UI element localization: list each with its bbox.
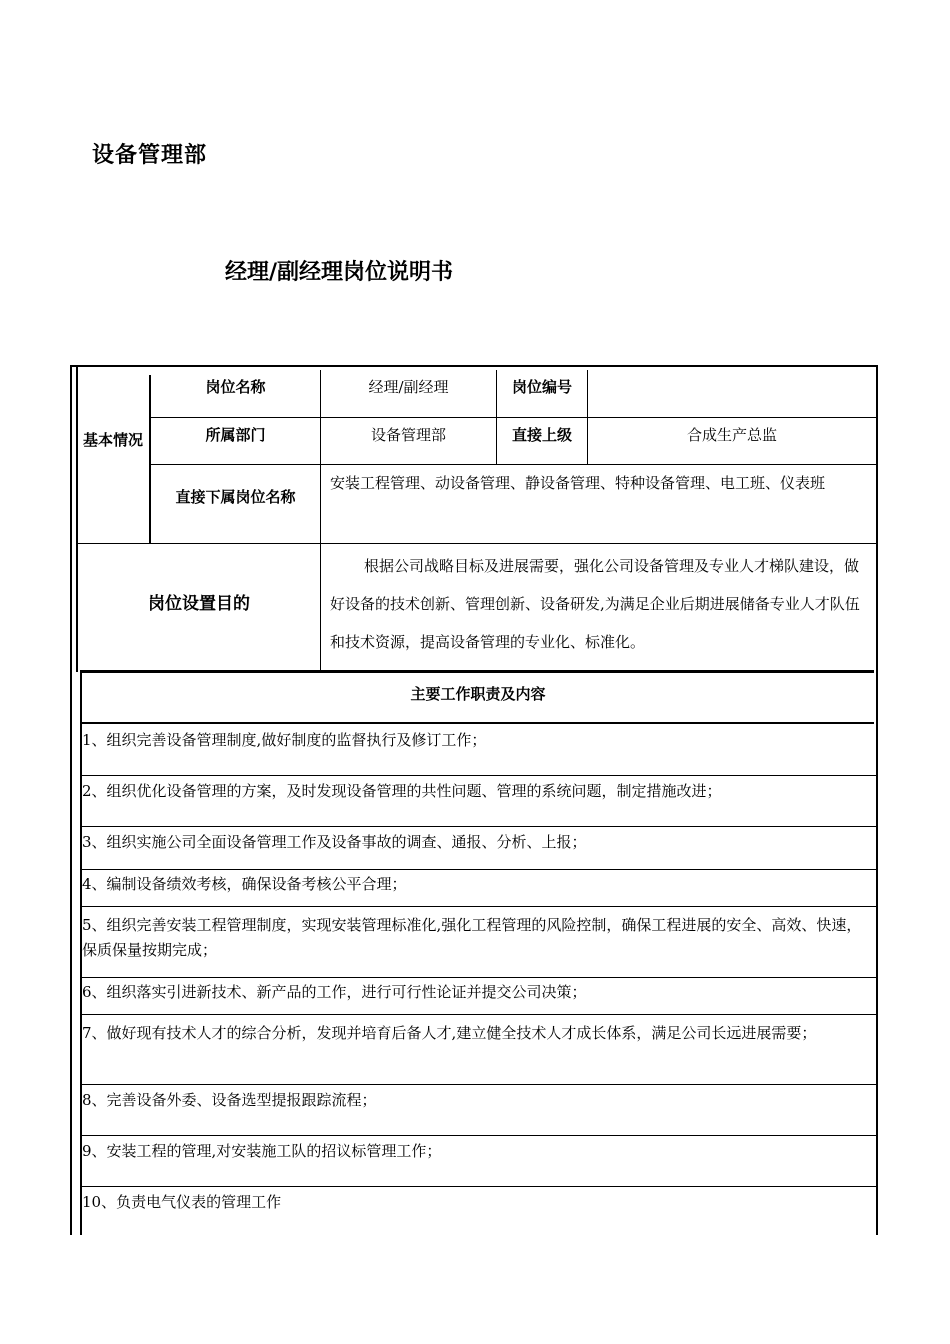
post-name-label: 岗位名称 [205,378,266,396]
duties-heading: 主要工作职责及内容 [410,685,546,703]
duty-item: 9、安装工程的管理,对安装施工队的招议标管理工作； [82,1142,442,1160]
row-divider [82,1186,876,1187]
duty-item: 8、完善设备外委、设备选型提报跟踪流程； [82,1091,377,1109]
row-divider [82,869,876,870]
department-heading: 设备管理部 [92,143,208,168]
row-divider [150,464,876,465]
department-label: 所属部门 [205,426,266,444]
subordinates-label: 直接下属岗位名称 [175,488,296,506]
post-name-value: 经理/副经理 [368,378,449,396]
column-divider [149,375,151,543]
row-divider [82,775,876,776]
document-title: 经理/副经理岗位说明书 [225,260,454,285]
row-divider [82,906,876,907]
duty-item: 7、做好现有技术人才的综合分析，发现并培育后备人才,建立健全技术人才成长体系，满足公司长远进展需要； [82,1024,817,1042]
duty-item: 2、组织优化设备管理的方案，及时发现设备管理的共性问题、管理的系统问题，制定措施改进； [82,782,722,800]
duty-item: 4、编制设备绩效考核，确保设备考核公平合理； [82,875,407,893]
post-code-label: 岗位编号 [511,378,572,396]
purpose-label: 岗位设置目的 [148,594,250,614]
department-value: 设备管理部 [370,426,446,444]
section-divider [80,670,874,673]
row-divider [82,1084,876,1085]
column-divider [587,370,588,464]
duty-item: 5、组织完善安装工程管理制度，实现安装管理标准化,强化工程管理的风险控制，确保工程进展的安全、高效、快速，保质保量按期完成； [82,916,862,959]
row-divider [82,1135,876,1136]
subordinates-value: 安装工程管理、动设备管理、静设备管理、特种设备管理、电工班、仪表班 [330,474,826,492]
section-divider [80,722,874,724]
duty-item: 3、组织实施公司全面设备管理工作及设备事故的调查、通报、分析、上报； [82,833,587,851]
superior-label: 直接上级 [511,426,572,444]
row-divider [82,826,876,827]
row-divider [150,417,876,418]
superior-value: 合成生产总监 [686,426,777,444]
duty-item: 6、组织落实引进新技术、新产品的工作，进行可行性论证并提交公司决策； [82,983,587,1001]
column-divider [320,370,321,673]
duty-item: 1、组织完善设备管理制度,做好制度的监督执行及修订工作； [82,731,487,749]
row-divider [82,1014,876,1015]
inner-border [76,367,78,672]
row-divider [82,977,876,978]
row-divider [77,543,876,544]
purpose-text: 根据公司战略目标及进展需要，强化公司设备管理及专业人才梯队建设，做好设备的技术创新、管理创新、设备研发,为满足企业后期进展储备专业人才队伍和技术资源，提高设备管理的专业化、标准化。 [330,557,860,651]
duty-item: 10、负责电气仪表的管理工作 [82,1193,282,1211]
basic-info-label: 基本情况 [82,431,143,449]
